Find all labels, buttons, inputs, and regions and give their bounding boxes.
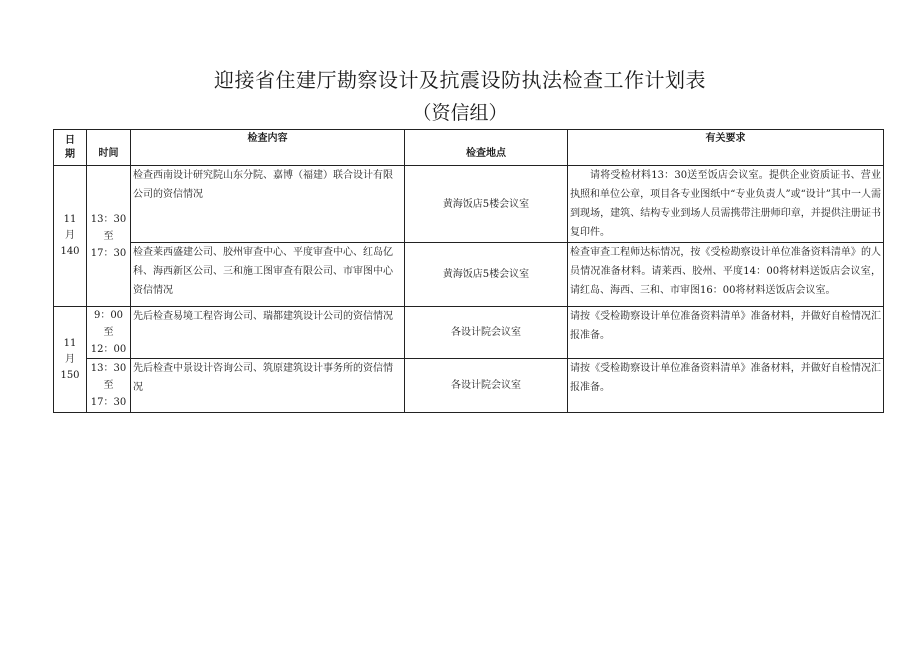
document-subtitle: （资信组） <box>412 102 508 124</box>
content-cell: 检查西南设计研究院山东分院、嘉博（福建）联合设计有限公司的资信情况 <box>131 166 405 243</box>
header-content: 检查内容 <box>131 130 405 166</box>
requirements-cell: 检查审查工程师达标情况，按《受检勘察设计单位准备资料清单》的人员情况准备材料。请莱西、胶州、平度14：00将材料送饭店会议室，请红岛、海西、三和、市审图16：00将材料送饭店会议室。 <box>568 243 884 307</box>
requirements-cell: 请按《受检勘察设计单位准备资料清单》准备材料，并做好自检情况汇报准备。 <box>568 359 884 413</box>
header-time: 时间 <box>87 130 131 166</box>
place-cell: 黄海饭店5楼会议室 <box>405 166 568 243</box>
content-cell: 先后检查中景设计咨询公司、筑原建筑设计事务所的资信情况 <box>131 359 405 413</box>
date-month: 11 <box>63 214 77 225</box>
place-cell: 黄海饭店5楼会议室 <box>405 243 568 307</box>
header-date <box>54 130 87 166</box>
header-date-line2: 期 <box>65 148 75 160</box>
time-start: 9：00至 <box>93 310 124 338</box>
table-row <box>54 243 884 307</box>
time-end: 17：30 <box>90 247 127 259</box>
time-start: 13：30 <box>90 363 127 374</box>
header-date-line1: 日 <box>65 134 75 146</box>
time-cell <box>87 359 131 413</box>
time-separator: 至 <box>103 380 114 391</box>
time-end: 17：30 <box>90 397 127 408</box>
place-cell: 各设计院会议室 <box>405 359 568 413</box>
requirements-cell: 请将受检材料13：30送至饭店会议室。提供企业资质证书、营业执照和单位公章，项目各专业图纸中“专业负责人”或“设计”其中一人需到现场，建筑、结构专业到场人员需携带注册师印章，并提供注册证书复印件。 <box>568 166 884 243</box>
header-requirements: 有关要求 <box>568 130 884 166</box>
table-header-row <box>54 130 884 166</box>
document-title: 迎接省住建厅勘察设计及抗震设防执法检查工作计划表 <box>214 68 706 92</box>
date-day: 150 <box>60 369 80 381</box>
time-start: 13：30 <box>90 213 127 225</box>
header-place: 检查地点 <box>405 130 568 166</box>
table-row <box>54 359 884 413</box>
inspection-plan-table <box>53 129 884 413</box>
date-label: 月 <box>65 353 75 365</box>
time-end: 12：00 <box>90 344 127 355</box>
time-separator: 至 <box>103 230 114 242</box>
requirements-cell: 请按《受检勘察设计单位准备资料清单》准备材料，并做好自检情况汇报准备。 <box>568 307 884 359</box>
date-cell <box>54 166 87 307</box>
time-cell <box>87 166 131 307</box>
time-cell <box>87 307 131 359</box>
date-label: 月 <box>65 230 75 241</box>
content-cell: 检查莱西盛建公司、胶州审查中心、平度审查中心、红岛亿科、海西新区公司、三和施工图审查有限公司、市审图中心资信情况 <box>131 243 405 307</box>
place-cell: 各设计院会议室 <box>405 307 568 359</box>
date-cell <box>54 307 87 413</box>
table-row <box>54 307 884 359</box>
content-cell: 先后检查易境工程咨询公司、瑞都建筑设计公司的资信情况 <box>131 307 405 359</box>
table-row <box>54 166 884 243</box>
date-day: 140 <box>60 246 80 257</box>
date-month: 11 <box>63 337 77 349</box>
